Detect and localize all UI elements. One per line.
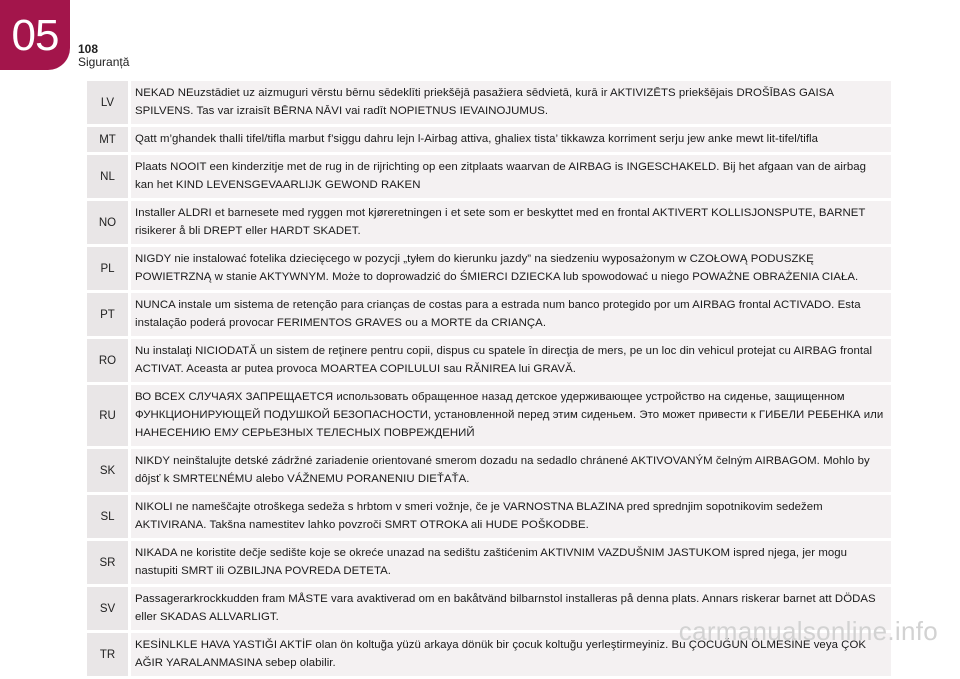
language-code: SL (87, 495, 131, 538)
language-code: PL (87, 247, 131, 290)
chapter-tab (0, 0, 70, 70)
page-number: 108 (78, 42, 99, 56)
table-row (87, 155, 891, 201)
warning-text: Installer ALDRI et barnesete med ryggen mot kjøreretningen i et sete som er beskyttet med en frontal AKTIVERT KOLLISJONSPUTE, BARNET risikerer å bli DREPT eller HARDT SKADET. (135, 207, 866, 237)
warning-text: NUNCA instale um sistema de retenção para crianças de costas para a estrada num banco protegido por um AIRBAG frontal ACTIVADO. Esta instalação poderá provocar FERIMENTOS GRAVES ou a MORTE da CRIANÇA. (135, 299, 861, 329)
table-row (87, 385, 891, 449)
table-row (87, 127, 891, 155)
language-code: LV (87, 81, 131, 124)
language-code: NO (87, 201, 131, 244)
warning-text: Passagerarkrockkudden fram MÅSTE vara avaktiverad om en bakåtvänd bilbarnstol installeras på denna plats. Annars riskerar barnet att DÖDAS eller SKADAS ALLVARLIGT. (135, 593, 876, 623)
warning-text: Qatt m’ghandek thalli tifel/tifla marbut f’siggu dahru lejn l-Airbag attiva, ghaliex tista’ tikkawza korriment serju jew anke mewt lit-tifel/tifla (135, 133, 819, 145)
warning-text: ВО ВСЕХ СЛУЧАЯХ ЗАПРЕЩАЕТСЯ использовать обращенное назад детское удерживающее устройство на сиденье, защищенном ФУНКЦИОНИРУЮЩЕЙ ПОДУШКОЙ БЕЗОПАСНОСТИ, установленной перед этим сиденьем. Это может привести к ГИБЕЛИ РЕБЕНКА или НАНЕСЕНИЮ ЕМУ СЕРЬЕЗНЫХ ТЕЛЕСНЫХ ПОВРЕЖДЕНИЙ (135, 391, 884, 439)
language-warning-table (87, 80, 891, 679)
warning-text: Plaats NOOIT een kinderzitje met de rug in de rijrichting op een zitplaats waarvan de AIRBAG is INGESCHAKELD. Bij het afgaan van de airbag kan het KIND LEVENSGEVAARLIJK GEWOND RAKEN (135, 161, 866, 191)
language-code: RU (87, 385, 131, 446)
warning-text: Nu instalaţi NICIODATĂ un sistem de reţinere pentru copii, dispus cu spatele în direcţia de mers, pe un loc din vehicul protejat cu AIRBAG frontal ACTIVAT. Aceasta ar putea provoca MOARTEA COPILULUI sau RĂNIREA lui GRAVĂ. (135, 345, 873, 375)
chapter-number: 05 (11, 11, 59, 60)
warning-text: NIKDY neinštalujte detské zádržné zariadenie orientované smerom dozadu na sedadlo chránené AKTIVOVANÝM čelným AIRBAGOM. Mohlo by dôjsť k SMRTEĽNÉMU alebo VÁŽNEMU PORANENIU DIEŤAŤA. (135, 455, 870, 485)
warning-text: NIKOLI ne nameščajte otroškega sedeža s hrbtom v smeri vožnje, če je VARNOSTNA BLAZINA pred sprednjim sopotnikovim sedežem AKTIVIRANA. Takšna namestitev lahko povzroči SMRT OTROKA ali HUDE POŠKODBE. (135, 501, 823, 531)
table-row (87, 339, 891, 385)
language-code: RO (87, 339, 131, 382)
warning-text: NEKAD NEuzstādiet uz aizmuguri vērstu bērnu sēdeklīti priekšējā pasažiera sēdvietā, kurā ir AKTIVIZĒTS priekšējais DROŠĪBAS GAISA SPILVENS. Tas var izraisīt BĒRNA NĀVI vai radīt NOPIETNUS IEVAINOJUMUS. (135, 87, 834, 117)
site-watermark: carmanualsonline.info (678, 616, 938, 646)
table-row (87, 247, 891, 293)
language-code: SV (87, 587, 131, 630)
table-row (87, 449, 891, 495)
table-row (87, 81, 891, 127)
warning-text: NIGDY nie instalować fotelika dziecięcego w pozycji „tyłem do kierunku jazdy” na siedzeniu wyposażonym w CZOŁOWĄ PODUSZKĘ POWIETRZNĄ w stanie AKTYWNYM. Może to doprowadzić do ŚMIERCI DZIECKA lub spowodować u niego POWAŻNE OBRAŻENIA CIAŁA. (135, 253, 859, 283)
warning-text: NIKADA ne koristite dečje sedište koje se okreće unazad na sedištu zaštićenim AKTIVNIM VAZDUŠNIM JASTUKOM ispred njega, jer mogu nastupiti SMRT ili OZBILJNA POVREDA DETETA. (135, 547, 848, 577)
language-code: SK (87, 449, 131, 492)
language-code: TR (87, 633, 131, 676)
section-title: Siguranță (78, 55, 130, 69)
language-code: MT (87, 127, 131, 152)
language-code: SR (87, 541, 131, 584)
table-row (87, 293, 891, 339)
table-row (87, 541, 891, 587)
table-row (87, 201, 891, 247)
language-code: NL (87, 155, 131, 198)
language-code: PT (87, 293, 131, 336)
table-row (87, 495, 891, 541)
warning-text: KESİNLKLE HAVA YASTIĞI AKTİF olan ön koltuğa yüzü arkaya dönük bir çocuk koltuğu yerleştirmeyiniz. Bu ÇOCUĞUN ÖLMESİNE veya ÇOK AĞIR YARALANMASINA sebep olabilir. (135, 639, 866, 669)
